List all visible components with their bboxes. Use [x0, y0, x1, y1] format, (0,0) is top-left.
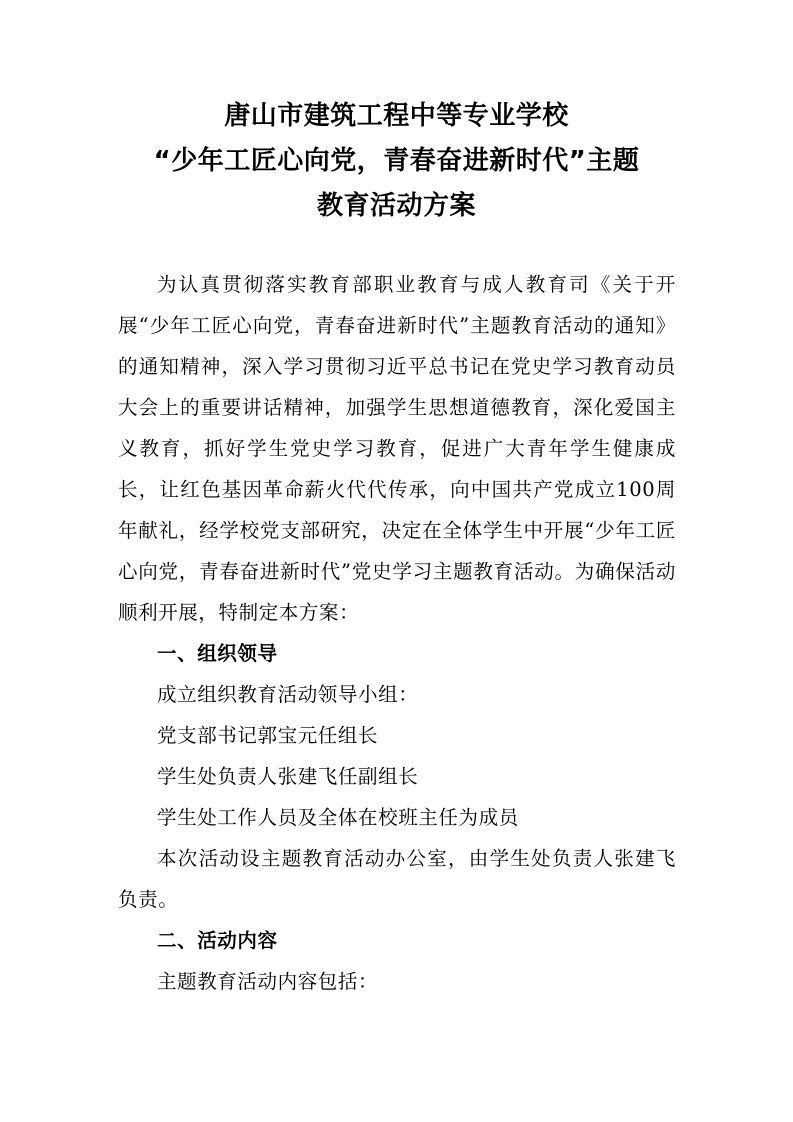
document-body — [118, 264, 676, 1002]
section1-line: 学生处负责人张建飞任副组长 — [157, 765, 419, 788]
intro-paragraph: 为认真贯彻落实教育部职业教育与成人教育司《关于开展“少年工匠心向党，青春奋进新时代”主题教育活动的通知》的通知精神，深入学习贯彻习近平总书记在党史学习教育动员大会上的重要讲话精神，加强学生思想道德教育，深化爱国主义教育，抓好学生党史学习教育，促进广大青年学生健康成长，让红色基因革命薪火代代传承，向中国共产党成立100周年献礼，经学校党支部研究，决定在全体学生中开展“少年工匠心向党，青春奋进新时代”党史学习主题教育活动。为确保活动顺利开展，特制定本方案： — [118, 273, 676, 624]
section1-line: 成立组织教育活动领导小组： — [157, 683, 419, 706]
section-heading-content: 二、活动内容 — [157, 929, 278, 952]
title-line-1: 唐山市建筑工程中等专业学校 — [224, 101, 569, 131]
section-heading-organization: 一、组织领导 — [157, 642, 278, 665]
section1-line: 学生处工作人员及全体在校班主任为成员 — [157, 806, 519, 829]
document-title — [100, 94, 693, 229]
section1-line: 党支部书记郭宝元任组长 — [157, 724, 379, 747]
title-line-3: 教育活动方案 — [316, 191, 476, 221]
title-line-2: “少年工匠心向党，青春奋进新时代”主题 — [153, 146, 640, 176]
section1-line: 本次活动设主题教育活动办公室，由学生处负责人张建飞负责。 — [118, 847, 676, 911]
section2-line: 主题教育活动内容包括： — [157, 970, 379, 993]
